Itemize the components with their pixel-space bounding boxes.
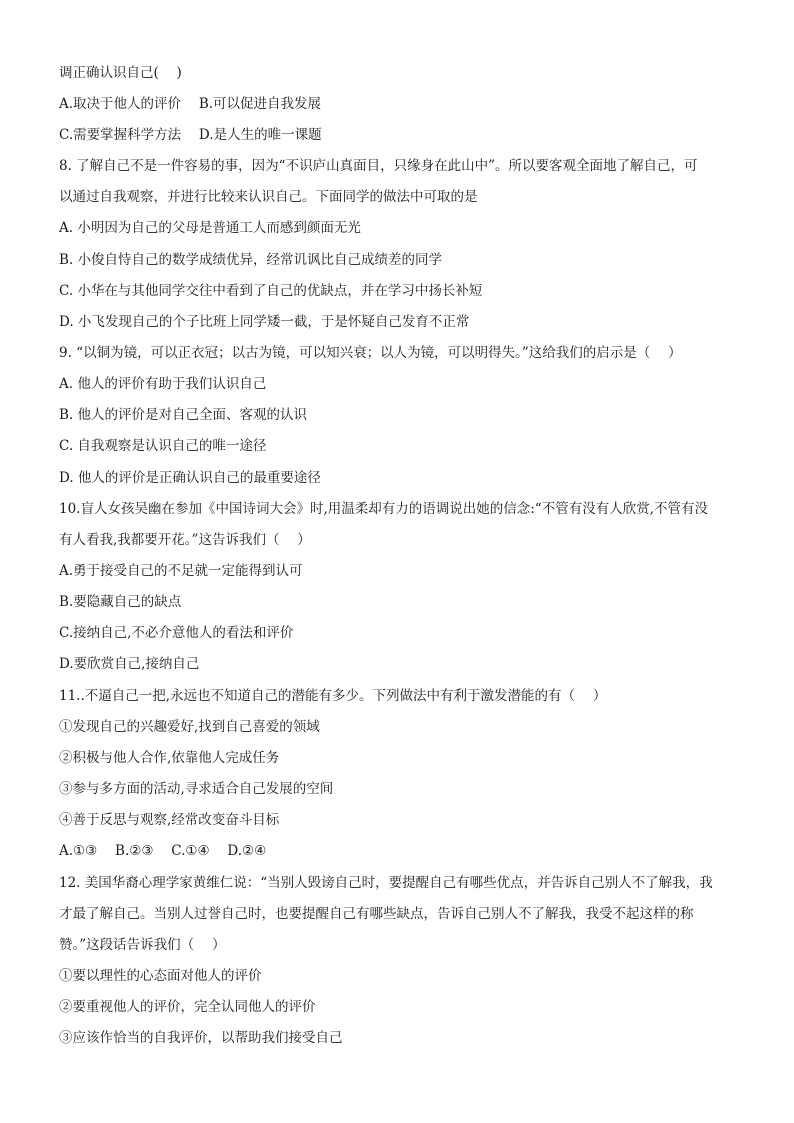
q9-option-b: B. 他人的评价是对自己全面、客观的认识 bbox=[59, 407, 308, 423]
q11-statement-3: ③参与多方面的活动,寻求适合自己发展的空间 bbox=[59, 781, 334, 797]
q7-stem-continued: 调正确认识自己( ) bbox=[59, 65, 182, 81]
q10-option-d: D.要欣赏自己,接纳自己 bbox=[59, 656, 200, 672]
q8-option-a: A. 小明因为自己的父母是普通工人而感到颜面无光 bbox=[59, 220, 361, 236]
q8-option-c: C. 小华在与其他同学交往中看到了自己的优缺点，并在学习中扬长补短 bbox=[59, 283, 483, 299]
q8-stem-line-2: 以通过自我观察，并进行比较来认识自己。下面同学的做法中可取的是 bbox=[59, 189, 478, 205]
q8-option-b: B. 小俊自恃自己的数学成绩优异，经常讥讽比自己成绩差的同学 bbox=[59, 252, 443, 268]
q9-option-d: D. 他人的评价是正确认识自己的最重要途径 bbox=[59, 470, 321, 486]
q12-stem-line-1: 12. 美国华裔心理学家黄维仁说：“当别人毁谤自己时，要提醒自己有哪些优点，并告诉自己别人不了解我，我 bbox=[59, 875, 713, 891]
q12-statement-1: ①要以理性的心态面对他人的评价 bbox=[59, 968, 262, 984]
q10-option-a: A.勇于接受自己的不足就一定能得到认可 bbox=[59, 563, 303, 579]
q11-options: A.①③ B.②③ C.①④ D.②④ bbox=[59, 843, 267, 859]
q11-statement-4: ④善于反思与观察,经常改变奋斗目标 bbox=[59, 812, 280, 828]
q9-option-a: A. 他人的评价有助于我们认识自己 bbox=[59, 376, 267, 392]
q10-option-b: B.要隐藏自己的缺点 bbox=[59, 594, 182, 610]
q11-stem: 11..不逼自己一把,永远也不知道自己的潜能有多少。下列做法中有利于激发潜能的有（ ） bbox=[59, 688, 607, 704]
q7-options-cd: C.需要掌握科学方法 D.是人生的唯一课题 bbox=[59, 127, 322, 143]
q11-statement-1: ①发现自己的兴趣爱好,找到自己喜爱的领域 bbox=[59, 719, 320, 735]
q12-statement-2: ②要重视他人的评价，完全认同他人的评价 bbox=[59, 999, 316, 1015]
q10-option-c: C.接纳自己,不必介意他人的看法和评价 bbox=[59, 625, 294, 641]
q10-stem-line-2: 有人看我,我都要开花。”这告诉我们（ ） bbox=[59, 532, 311, 548]
q9-option-c: C. 自我观察是认识自己的唯一途径 bbox=[59, 438, 267, 454]
q7-options-ab: A.取决于他人的评价 B.可以促进自我发展 bbox=[59, 96, 322, 112]
q11-statement-2: ②积极与他人合作,依靠他人完成任务 bbox=[59, 750, 280, 766]
q8-stem-line-1: 8. 了解自己不是一件容易的事，因为“不识庐山真面目，只缘身在此山中”。所以要客观全面地了解自己，可 bbox=[59, 158, 698, 174]
q12-statement-3: ③应该作恰当的自我评价，以帮助我们接受自己 bbox=[59, 1030, 343, 1046]
q12-stem-line-2: 才最了解自己。当别人过誉自己时，也要提醒自己有哪些缺点，告诉自己别人不了解我，我受不起这样的称 bbox=[59, 906, 694, 922]
q9-stem: 9. “以铜为镜，可以正衣冠；以古为镜，可以知兴衰；以人为镜，可以明得失。”这给我们的启示是（ ） bbox=[59, 345, 682, 361]
q8-option-d: D. 小飞发现自己的个子比班上同学矮一截，于是怀疑自己发育不正常 bbox=[59, 314, 470, 330]
q10-stem-line-1: 10.盲人女孩吴幽在参加《中国诗词大会》时,用温柔却有力的语调说出她的信念:“不管有没有人欣赏,不管有没 bbox=[59, 501, 709, 517]
q12-stem-line-3: 赞。”这段话告诉我们（ ） bbox=[59, 937, 226, 953]
